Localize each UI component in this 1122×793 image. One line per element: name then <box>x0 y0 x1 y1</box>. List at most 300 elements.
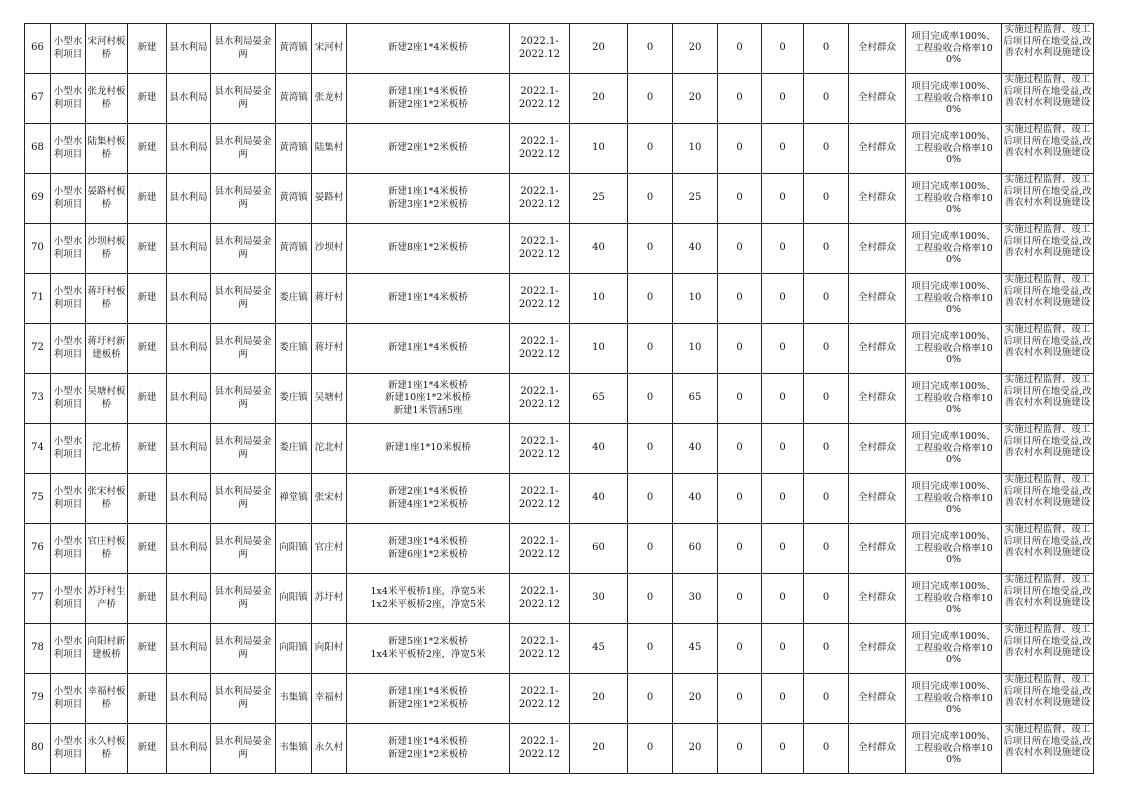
town: 黄湾镇 <box>276 24 312 74</box>
benefit-mechanism: 实施过程监督、竣工后项目所在地受益,改善农村水利设施建设 <box>1002 624 1094 674</box>
village: 晏路村 <box>312 174 347 224</box>
row-number: 80 <box>25 724 51 774</box>
town: 禅堂镇 <box>276 474 312 524</box>
construction-nature: 新建 <box>128 24 167 74</box>
fund-column-4: 0 <box>762 624 804 674</box>
construction-content <box>347 374 510 424</box>
content-line: 1x4米平板桥1座，净宽5米 <box>370 586 486 597</box>
fund-column-1: 0 <box>628 174 673 224</box>
content-line: 新建8座1*2米板桥 <box>388 242 468 254</box>
construction-period <box>510 24 570 74</box>
table-row <box>25 524 1094 574</box>
fund-column-5: 0 <box>804 674 849 724</box>
responsible-unit: 县水利局 <box>167 674 211 724</box>
fund-column-4: 0 <box>762 74 804 124</box>
content-line: 新建1座1*10米板桥 <box>385 442 471 454</box>
benefit-mechanism: 实施过程监督、竣工后项目所在地受益,改善农村水利设施建设 <box>1002 574 1094 624</box>
fund-column-4: 0 <box>762 574 804 624</box>
period-line: 2022.1- <box>520 436 559 447</box>
project-name: 晏路村板桥 <box>86 174 128 224</box>
fund-column-4: 0 <box>762 24 804 74</box>
total-investment: 25 <box>570 174 628 224</box>
town: 向阳镇 <box>276 624 312 674</box>
fund-column-4: 0 <box>762 124 804 174</box>
period-line: 2022.1- <box>520 736 559 747</box>
construction-nature: 新建 <box>128 124 167 174</box>
period-line: 2022.12 <box>518 598 561 610</box>
content-line: 新建5座1*2米板桥 <box>388 636 468 647</box>
project-name: 向阳村新建板桥 <box>86 624 128 674</box>
content-line: 新建2座1*2米板桥 <box>388 142 468 154</box>
total-investment: 20 <box>570 674 628 724</box>
fund-column-3: 0 <box>718 574 762 624</box>
fund-column-4: 0 <box>762 224 804 274</box>
fund-column-1: 0 <box>628 274 673 324</box>
construction-content <box>347 524 510 574</box>
row-number: 71 <box>25 274 51 324</box>
performance-target: 项目完成率100%、工程验收合格率100% <box>906 574 1002 624</box>
table-row <box>25 174 1094 224</box>
content-line: 新建2座1*2米板桥 <box>388 698 468 710</box>
benefit-mechanism: 实施过程监督、竣工后项目所在地受益,改善农村水利设施建设 <box>1002 124 1094 174</box>
fund-column-2: 10 <box>673 124 718 174</box>
town: 韦集镇 <box>276 724 312 774</box>
construction-nature: 新建 <box>128 374 167 424</box>
project-name: 蒋圩村新建板桥 <box>86 324 128 374</box>
beneficiary: 全村群众 <box>849 374 906 424</box>
responsible-person: 县水利局晏金两 <box>211 624 276 674</box>
fund-column-2: 40 <box>673 424 718 474</box>
total-investment: 20 <box>570 74 628 124</box>
benefit-mechanism: 实施过程监督、竣工后项目所在地受益,改善农村水利设施建设 <box>1002 724 1094 774</box>
period-line: 2022.12 <box>518 698 561 710</box>
total-investment: 60 <box>570 524 628 574</box>
performance-target: 项目完成率100%、工程验收合格率100% <box>906 324 1002 374</box>
performance-target: 项目完成率100%、工程验收合格率100% <box>906 724 1002 774</box>
responsible-person: 县水利局晏金两 <box>211 224 276 274</box>
period-line: 2022.1- <box>520 236 559 247</box>
fund-column-4: 0 <box>762 274 804 324</box>
project-name: 沙坝村板桥 <box>86 224 128 274</box>
construction-period <box>510 274 570 324</box>
responsible-unit: 县水利局 <box>167 574 211 624</box>
project-name: 张宋村板桥 <box>86 474 128 524</box>
performance-target: 项目完成率100%、工程验收合格率100% <box>906 124 1002 174</box>
benefit-mechanism: 实施过程监督、竣工后项目所在地受益,改善农村水利设施建设 <box>1002 424 1094 474</box>
row-number: 78 <box>25 624 51 674</box>
responsible-person: 县水利局晏金两 <box>211 174 276 224</box>
fund-column-1: 0 <box>628 424 673 474</box>
construction-content <box>347 474 510 524</box>
project-name: 沱北桥 <box>86 424 128 474</box>
town: 向阳镇 <box>276 574 312 624</box>
benefit-mechanism: 实施过程监督、竣工后项目所在地受益,改善农村水利设施建设 <box>1002 474 1094 524</box>
responsible-unit: 县水利局 <box>167 474 211 524</box>
responsible-unit: 县水利局 <box>167 274 211 324</box>
fund-column-4: 0 <box>762 424 804 474</box>
town: 娄庄镇 <box>276 274 312 324</box>
period-line: 2022.1- <box>520 686 559 697</box>
fund-column-2: 20 <box>673 24 718 74</box>
village: 吴塘村 <box>312 374 347 424</box>
fund-column-3: 0 <box>718 74 762 124</box>
village: 张宋村 <box>312 474 347 524</box>
fund-column-2: 65 <box>673 374 718 424</box>
fund-column-2: 10 <box>673 274 718 324</box>
village: 苏圩村 <box>312 574 347 624</box>
village: 蒋圩村 <box>312 274 347 324</box>
fund-column-5: 0 <box>804 324 849 374</box>
construction-nature: 新建 <box>128 324 167 374</box>
project-name: 幸福村板桥 <box>86 674 128 724</box>
town: 娄庄镇 <box>276 424 312 474</box>
beneficiary: 全村群众 <box>849 74 906 124</box>
fund-column-2: 60 <box>673 524 718 574</box>
project-type: 小型水利项目 <box>51 274 86 324</box>
construction-content <box>347 674 510 724</box>
benefit-mechanism: 实施过程监督、竣工后项目所在地受益,改善农村水利设施建设 <box>1002 324 1094 374</box>
construction-nature: 新建 <box>128 224 167 274</box>
fund-column-5: 0 <box>804 724 849 774</box>
performance-target: 项目完成率100%、工程验收合格率100% <box>906 174 1002 224</box>
period-line: 2022.12 <box>518 398 561 410</box>
fund-column-5: 0 <box>804 224 849 274</box>
period-line: 2022.1- <box>520 336 559 347</box>
row-number: 70 <box>25 224 51 274</box>
period-line: 2022.12 <box>518 198 561 210</box>
content-line: 新建10座1*2米板桥 <box>385 392 471 404</box>
period-line: 2022.12 <box>518 48 561 60</box>
fund-column-2: 40 <box>673 474 718 524</box>
table-row <box>25 424 1094 474</box>
content-line: 新建1座1*4米板桥 <box>388 736 468 747</box>
project-type: 小型水利项目 <box>51 724 86 774</box>
period-line: 2022.12 <box>518 348 561 360</box>
row-number: 72 <box>25 324 51 374</box>
row-number: 76 <box>25 524 51 574</box>
beneficiary: 全村群众 <box>849 224 906 274</box>
period-line: 2022.1- <box>520 86 559 97</box>
construction-period <box>510 74 570 124</box>
content-line: 1x4米平板桥2座，净宽5米 <box>370 648 486 660</box>
content-line: 新建1座1*4米板桥 <box>388 379 468 391</box>
responsible-person: 县水利局晏金两 <box>211 24 276 74</box>
town: 黄湾镇 <box>276 174 312 224</box>
fund-column-1: 0 <box>628 224 673 274</box>
construction-period <box>510 724 570 774</box>
construction-nature: 新建 <box>128 474 167 524</box>
fund-column-1: 0 <box>628 74 673 124</box>
village: 永久村 <box>312 724 347 774</box>
row-number: 66 <box>25 24 51 74</box>
responsible-person: 县水利局晏金两 <box>211 724 276 774</box>
project-type: 小型水利项目 <box>51 424 86 474</box>
total-investment: 30 <box>570 574 628 624</box>
town: 黄湾镇 <box>276 74 312 124</box>
project-name: 吴塘村板桥 <box>86 374 128 424</box>
fund-column-1: 0 <box>628 474 673 524</box>
period-line: 2022.1- <box>520 186 559 197</box>
town: 黄湾镇 <box>276 124 312 174</box>
table-row <box>25 674 1094 724</box>
period-line: 2022.1- <box>520 286 559 297</box>
period-line: 2022.1- <box>520 486 559 497</box>
beneficiary: 全村群众 <box>849 624 906 674</box>
project-table-sheet <box>24 23 1094 774</box>
project-table <box>24 23 1094 774</box>
village: 向阳村 <box>312 624 347 674</box>
fund-column-4: 0 <box>762 324 804 374</box>
beneficiary: 全村群众 <box>849 524 906 574</box>
responsible-person: 县水利局晏金两 <box>211 124 276 174</box>
construction-period <box>510 124 570 174</box>
project-type: 小型水利项目 <box>51 124 86 174</box>
project-name: 蒋圩村板桥 <box>86 274 128 324</box>
fund-column-3: 0 <box>718 274 762 324</box>
town: 娄庄镇 <box>276 374 312 424</box>
construction-content <box>347 224 510 274</box>
construction-nature: 新建 <box>128 74 167 124</box>
responsible-person: 县水利局晏金两 <box>211 574 276 624</box>
beneficiary: 全村群众 <box>849 424 906 474</box>
benefit-mechanism: 实施过程监督、竣工后项目所在地受益,改善农村水利设施建设 <box>1002 74 1094 124</box>
construction-period <box>510 624 570 674</box>
beneficiary: 全村群众 <box>849 474 906 524</box>
project-name: 官庄村板桥 <box>86 524 128 574</box>
period-line: 2022.12 <box>518 298 561 310</box>
total-investment: 20 <box>570 724 628 774</box>
table-row <box>25 224 1094 274</box>
performance-target: 项目完成率100%、工程验收合格率100% <box>906 524 1002 574</box>
responsible-person: 县水利局晏金两 <box>211 524 276 574</box>
fund-column-2: 20 <box>673 74 718 124</box>
fund-column-5: 0 <box>804 574 849 624</box>
total-investment: 20 <box>570 24 628 74</box>
content-line: 新建1米管涵5座 <box>393 404 463 416</box>
fund-column-5: 0 <box>804 474 849 524</box>
content-line: 新建4座1*2米板桥 <box>388 498 468 510</box>
fund-column-3: 0 <box>718 24 762 74</box>
table-row <box>25 474 1094 524</box>
construction-content <box>347 124 510 174</box>
total-investment: 40 <box>570 224 628 274</box>
village: 宋河村 <box>312 24 347 74</box>
period-line: 2022.1- <box>520 136 559 147</box>
fund-column-2: 45 <box>673 624 718 674</box>
village: 陆集村 <box>312 124 347 174</box>
period-line: 2022.12 <box>518 98 561 110</box>
responsible-person: 县水利局晏金两 <box>211 374 276 424</box>
fund-column-1: 0 <box>628 524 673 574</box>
responsible-person: 县水利局晏金两 <box>211 274 276 324</box>
period-line: 2022.1- <box>520 386 559 397</box>
total-investment: 40 <box>570 474 628 524</box>
responsible-unit: 县水利局 <box>167 174 211 224</box>
period-line: 2022.1- <box>520 636 559 647</box>
town: 向阳镇 <box>276 524 312 574</box>
table-row <box>25 124 1094 174</box>
construction-period <box>510 374 570 424</box>
fund-column-5: 0 <box>804 424 849 474</box>
responsible-person: 县水利局晏金两 <box>211 424 276 474</box>
benefit-mechanism: 实施过程监督、竣工后项目所在地受益,改善农村水利设施建设 <box>1002 524 1094 574</box>
period-line: 2022.12 <box>518 148 561 160</box>
project-name: 宋河村板桥 <box>86 24 128 74</box>
performance-target: 项目完成率100%、工程验收合格率100% <box>906 424 1002 474</box>
row-number: 75 <box>25 474 51 524</box>
table-body <box>25 24 1094 774</box>
fund-column-3: 0 <box>718 424 762 474</box>
construction-nature: 新建 <box>128 724 167 774</box>
project-type: 小型水利项目 <box>51 174 86 224</box>
period-line: 2022.12 <box>518 748 561 760</box>
total-investment: 10 <box>570 124 628 174</box>
responsible-person: 县水利局晏金两 <box>211 74 276 124</box>
content-line: 新建1座1*4米板桥 <box>388 342 468 354</box>
row-number: 68 <box>25 124 51 174</box>
fund-column-5: 0 <box>804 124 849 174</box>
fund-column-1: 0 <box>628 724 673 774</box>
construction-content <box>347 574 510 624</box>
table-row <box>25 324 1094 374</box>
fund-column-4: 0 <box>762 524 804 574</box>
responsible-unit: 县水利局 <box>167 24 211 74</box>
performance-target: 项目完成率100%、工程验收合格率100% <box>906 24 1002 74</box>
project-type: 小型水利项目 <box>51 474 86 524</box>
fund-column-1: 0 <box>628 374 673 424</box>
construction-content <box>347 424 510 474</box>
content-line: 新建1座1*4米板桥 <box>388 292 468 304</box>
construction-nature: 新建 <box>128 424 167 474</box>
performance-target: 项目完成率100%、工程验收合格率100% <box>906 224 1002 274</box>
table-row <box>25 574 1094 624</box>
fund-column-1: 0 <box>628 124 673 174</box>
construction-content <box>347 174 510 224</box>
construction-period <box>510 224 570 274</box>
fund-column-1: 0 <box>628 674 673 724</box>
fund-column-5: 0 <box>804 374 849 424</box>
content-line: 新建6座1*2米板桥 <box>388 548 468 560</box>
responsible-person: 县水利局晏金两 <box>211 474 276 524</box>
responsible-unit: 县水利局 <box>167 524 211 574</box>
row-number: 74 <box>25 424 51 474</box>
fund-column-3: 0 <box>718 224 762 274</box>
performance-target: 项目完成率100%、工程验收合格率100% <box>906 624 1002 674</box>
content-line: 新建1座1*4米板桥 <box>388 86 468 97</box>
construction-period <box>510 424 570 474</box>
performance-target: 项目完成率100%、工程验收合格率100% <box>906 74 1002 124</box>
fund-column-4: 0 <box>762 174 804 224</box>
construction-content <box>347 24 510 74</box>
fund-column-4: 0 <box>762 724 804 774</box>
project-type: 小型水利项目 <box>51 374 86 424</box>
period-line: 2022.1- <box>520 586 559 597</box>
performance-target: 项目完成率100%、工程验收合格率100% <box>906 674 1002 724</box>
row-number: 69 <box>25 174 51 224</box>
performance-target: 项目完成率100%、工程验收合格率100% <box>906 374 1002 424</box>
performance-target: 项目完成率100%、工程验收合格率100% <box>906 274 1002 324</box>
village: 张龙村 <box>312 74 347 124</box>
benefit-mechanism: 实施过程监督、竣工后项目所在地受益,改善农村水利设施建设 <box>1002 374 1094 424</box>
construction-nature: 新建 <box>128 174 167 224</box>
benefit-mechanism: 实施过程监督、竣工后项目所在地受益,改善农村水利设施建设 <box>1002 674 1094 724</box>
benefit-mechanism: 实施过程监督、竣工后项目所在地受益,改善农村水利设施建设 <box>1002 274 1094 324</box>
construction-nature: 新建 <box>128 274 167 324</box>
fund-column-5: 0 <box>804 624 849 674</box>
responsible-person: 县水利局晏金两 <box>211 324 276 374</box>
fund-column-3: 0 <box>718 124 762 174</box>
project-type: 小型水利项目 <box>51 24 86 74</box>
responsible-unit: 县水利局 <box>167 424 211 474</box>
content-line: 新建3座1*2米板桥 <box>388 198 468 210</box>
village: 幸福村 <box>312 674 347 724</box>
construction-nature: 新建 <box>128 674 167 724</box>
fund-column-1: 0 <box>628 624 673 674</box>
benefit-mechanism: 实施过程监督、竣工后项目所在地受益,改善农村水利设施建设 <box>1002 24 1094 74</box>
fund-column-4: 0 <box>762 474 804 524</box>
content-line: 新建2座1*4米板桥 <box>388 486 468 497</box>
construction-content <box>347 324 510 374</box>
construction-content <box>347 724 510 774</box>
fund-column-4: 0 <box>762 674 804 724</box>
content-line: 1x2米平板桥2座，净宽5米 <box>370 598 486 610</box>
project-type: 小型水利项目 <box>51 224 86 274</box>
fund-column-5: 0 <box>804 74 849 124</box>
construction-nature: 新建 <box>128 624 167 674</box>
fund-column-5: 0 <box>804 24 849 74</box>
construction-content <box>347 274 510 324</box>
project-name: 永久村板桥 <box>86 724 128 774</box>
village: 官庄村 <box>312 524 347 574</box>
total-investment: 40 <box>570 424 628 474</box>
fund-column-3: 0 <box>718 674 762 724</box>
fund-column-3: 0 <box>718 724 762 774</box>
construction-content <box>347 624 510 674</box>
content-line: 新建2座1*4米板桥 <box>388 42 468 54</box>
project-type: 小型水利项目 <box>51 674 86 724</box>
total-investment: 10 <box>570 324 628 374</box>
project-type: 小型水利项目 <box>51 74 86 124</box>
beneficiary: 全村群众 <box>849 724 906 774</box>
fund-column-3: 0 <box>718 374 762 424</box>
period-line: 2022.12 <box>518 548 561 560</box>
project-type: 小型水利项目 <box>51 624 86 674</box>
construction-nature: 新建 <box>128 574 167 624</box>
total-investment: 10 <box>570 274 628 324</box>
fund-column-1: 0 <box>628 574 673 624</box>
row-number: 73 <box>25 374 51 424</box>
construction-period <box>510 324 570 374</box>
construction-period <box>510 174 570 224</box>
construction-period <box>510 674 570 724</box>
fund-column-4: 0 <box>762 374 804 424</box>
project-type: 小型水利项目 <box>51 524 86 574</box>
beneficiary: 全村群众 <box>849 124 906 174</box>
table-row <box>25 274 1094 324</box>
project-name: 陆集村板桥 <box>86 124 128 174</box>
village: 蒋圩村 <box>312 324 347 374</box>
beneficiary: 全村群众 <box>849 274 906 324</box>
town: 韦集镇 <box>276 674 312 724</box>
performance-target: 项目完成率100%、工程验收合格率100% <box>906 474 1002 524</box>
responsible-unit: 县水利局 <box>167 724 211 774</box>
row-number: 67 <box>25 74 51 124</box>
fund-column-2: 20 <box>673 724 718 774</box>
table-row <box>25 724 1094 774</box>
period-line: 2022.1- <box>520 36 559 47</box>
responsible-unit: 县水利局 <box>167 74 211 124</box>
fund-column-1: 0 <box>628 24 673 74</box>
